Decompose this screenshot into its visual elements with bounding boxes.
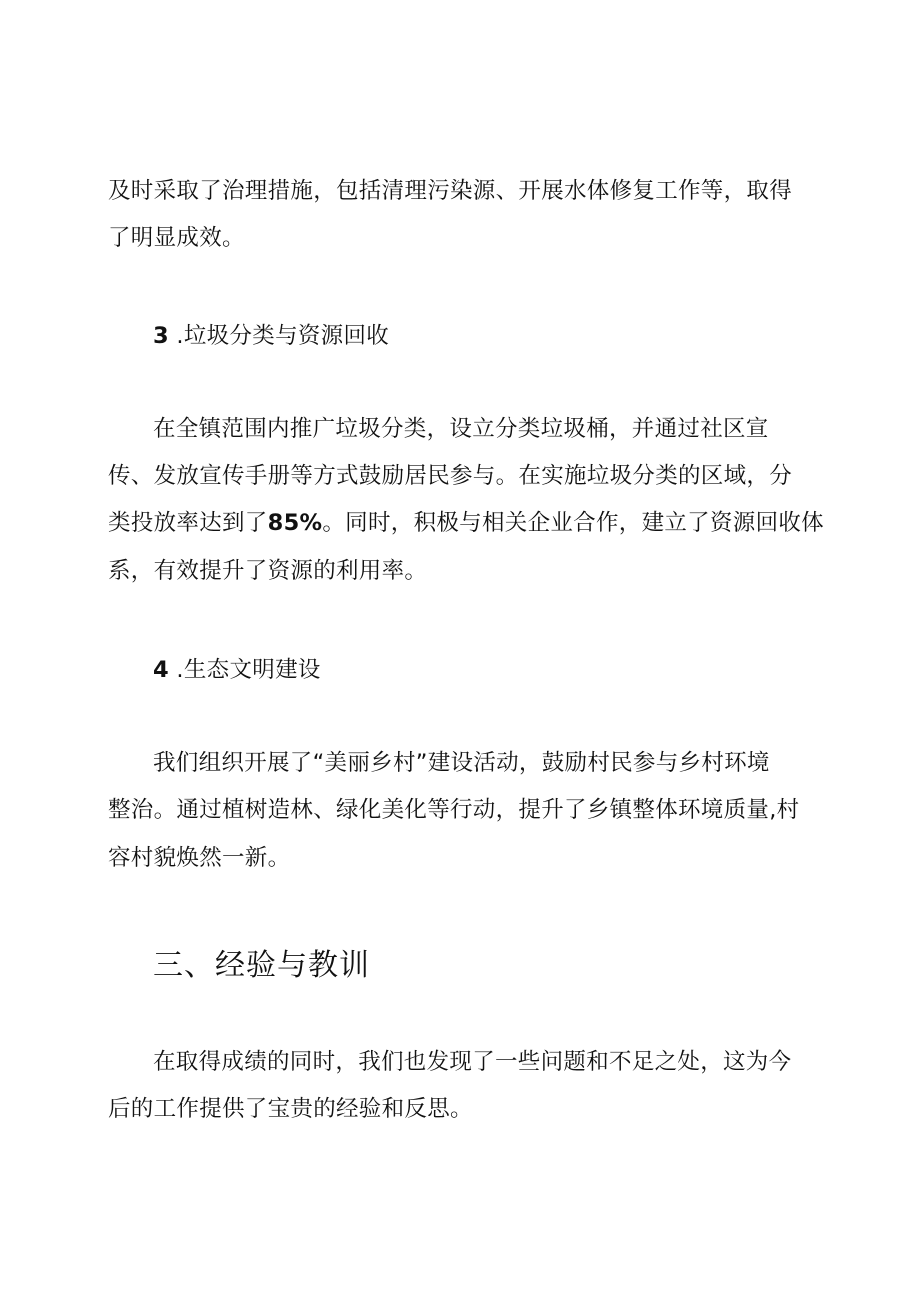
paragraph-line: 整治。通过植树造林、绿化美化等行动，提升了乡镇整体环境质量,村 [108, 797, 800, 823]
subheading-title: .垃圾分类与资源回收 [176, 323, 390, 349]
sorting-rate-value: 85% [267, 510, 323, 536]
subheading-number: 4 [153, 657, 169, 683]
subheading-title: .生态文明建设 [176, 657, 321, 683]
subheading-number: 3 [153, 323, 169, 349]
section-title: 三、经验与教训 [153, 948, 370, 983]
paragraph-line: 后的工作提供了宝贵的经验和反思。 [108, 1096, 473, 1122]
paragraph-line: 在取得成绩的同时，我们也发现了一些问题和不足之处，这为今 [153, 1049, 792, 1075]
text-span: 类投放率达到了 [108, 510, 268, 536]
subheading-waste-sorting [153, 321, 389, 351]
paragraph-line: 了明显成效。 [108, 225, 245, 251]
subheading-eco-civilization [153, 655, 321, 685]
text-span: 。同时，积极与相关企业合作，建立了资源回收体 [322, 510, 824, 536]
paragraph-line: 系，有效提升了资源的利用率。 [108, 558, 428, 584]
paragraph-line: 我们组织开展了“美丽乡村”建设活动，鼓励村民参与乡村环境 [153, 750, 770, 776]
paragraph-line: 在全镇范围内推广垃圾分类，设立分类垃圾桶，并通过社区宣 [153, 416, 769, 442]
paragraph-line: 容村貌焕然一新。 [108, 845, 291, 871]
paragraph-line [108, 508, 824, 538]
paragraph-line: 及时采取了治理措施，包括清理污染源、开展水体修复工作等，取得 [108, 178, 793, 204]
paragraph-line: 传、发放宣传手册等方式鼓励居民参与。在实施垃圾分类的区域，分 [108, 463, 793, 489]
